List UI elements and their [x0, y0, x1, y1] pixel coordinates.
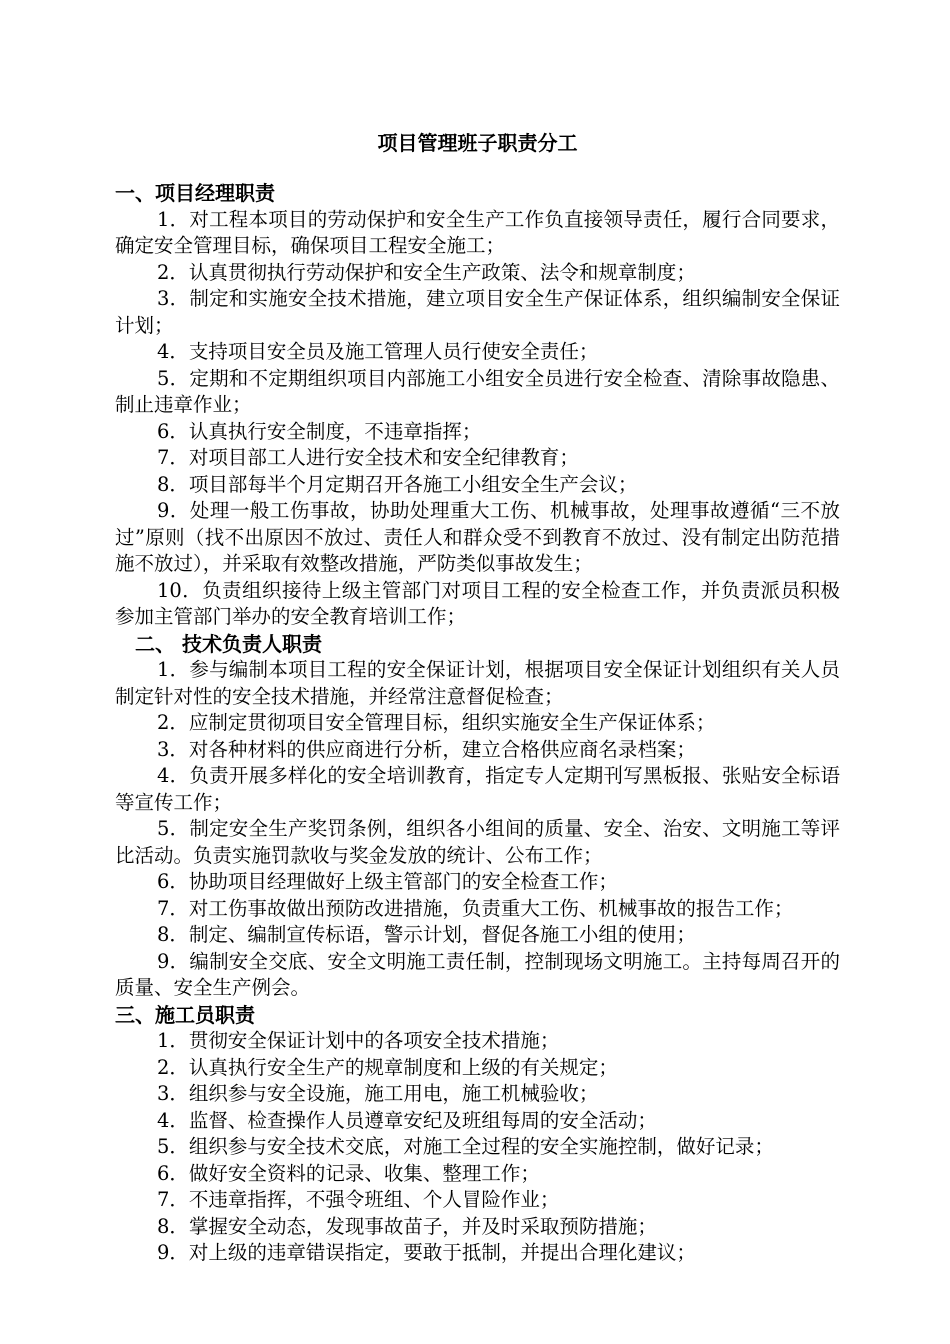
list-item: 8．项目部每半个月定期召开各施工小组安全生产会议； — [157, 472, 638, 496]
list-item: 8．制定、编制宣传标语，警示计划，督促各施工小组的使用； — [157, 923, 696, 946]
list-item: 5．制定安全生产奖罚条例，组织各小组间的质量、安全、治安、文明施工等评比活动。负责实施罚款收与奖金发放的统计、公布工作； — [115, 817, 840, 867]
list-item: 6．协助项目经理做好上级主管部门的安全检查工作； — [157, 870, 618, 893]
list-item: 1．参与编制本项目工程的安全保证计划，根据项目安全保证计划组织有关人员制定针对性的安全技术措施，并经常注意督促检查； — [115, 658, 840, 708]
list-item: 4．负责开展多样化的安全培训教育，指定专人定期刊写黑板报、张贴安全标语等宣传工作； — [115, 764, 840, 814]
section-heading: 二、 技术负责人职责 — [135, 631, 322, 656]
list-item: 7．对工伤事故做出预防改进措施，负责重大工伤、机械事故的报告工作； — [157, 896, 794, 920]
section-heading: 三、施工员职责 — [115, 1002, 255, 1027]
list-item: 9．处理一般工伤事故，协助处理重大工伤、机械事故，处理事故遵循“三不放过”原则（找不出原因不放过、责任人和群众受不到教育不放过、没有制定出防范措施不放过），并采取有效整改措施，严防类似事故发生； — [115, 499, 840, 575]
list-item: 6．做好安全资料的记录、收集、整理工作； — [157, 1161, 540, 1185]
list-item: 1．贯彻安全保证计划中的各项安全技术措施； — [157, 1029, 560, 1052]
section-heading: 一、项目经理职责 — [115, 181, 275, 205]
list-item: 1．对工程本项目的劳动保护和安全生产工作负直接领导责任，履行合同要求，确定安全管理目标，确保项目工程安全施工； — [115, 207, 840, 257]
section-construction-worker — [115, 1002, 840, 1267]
document-page — [115, 128, 840, 1267]
list-item: 8．掌握安全动态，发现事故苗子，并及时采取预防措施； — [157, 1214, 657, 1238]
document-title: 项目管理班子职责分工 — [377, 131, 578, 155]
list-item: 6．认真执行安全制度，不违章指挥； — [157, 419, 482, 443]
list-item: 4．监督、检查操作人员遵章安纪及班组每周的安全活动； — [157, 1108, 657, 1132]
list-item: 2．认真执行安全生产的规章制度和上级的有关规定； — [157, 1055, 618, 1079]
list-item: 9．对上级的违章错误指定，要敢于抵制，并提出合理化建议； — [157, 1241, 696, 1264]
list-item: 9．编制安全交底、安全文明施工责任制，控制现场文明施工。主持每周召开的质量、安全生产例会。 — [115, 949, 840, 999]
list-item: 2．应制定贯彻项目安全管理目标，组织实施安全生产保证体系； — [157, 711, 716, 734]
list-item: 5．组织参与安全技术交底，对施工全过程的安全实施控制，做好记录； — [157, 1135, 774, 1158]
list-item: 3．制定和实施安全技术措施，建立项目安全生产保证体系，组织编制安全保证计划； — [115, 287, 840, 337]
list-item: 5．定期和不定期组织项目内部施工小组安全员进行安全检查、清除事故隐患、制止违章作业； — [115, 366, 840, 416]
list-item: 7．对项目部工人进行安全技术和安全纪律教育； — [157, 446, 579, 469]
list-item: 3．组织参与安全设施，施工用电，施工机械验收； — [157, 1082, 599, 1105]
section-project-manager — [115, 180, 840, 631]
list-item: 2．认真贯彻执行劳动保护和安全生产政策、法令和规章制度； — [157, 260, 696, 284]
list-item: 7．不违章指挥，不强令班组、个人冒险作业； — [157, 1188, 560, 1211]
section-technical-lead — [115, 631, 840, 1002]
list-item: 4．支持项目安全员及施工管理人员行使安全责任； — [157, 340, 599, 363]
list-item: 10．负责组织接待上级主管部门对项目工程的安全检查工作，并负责派员积极参加主管部门举办的安全教育培训工作； — [115, 578, 840, 628]
list-item: 3．对各种材料的供应商进行分析，建立合格供应商名录档案； — [157, 737, 696, 761]
